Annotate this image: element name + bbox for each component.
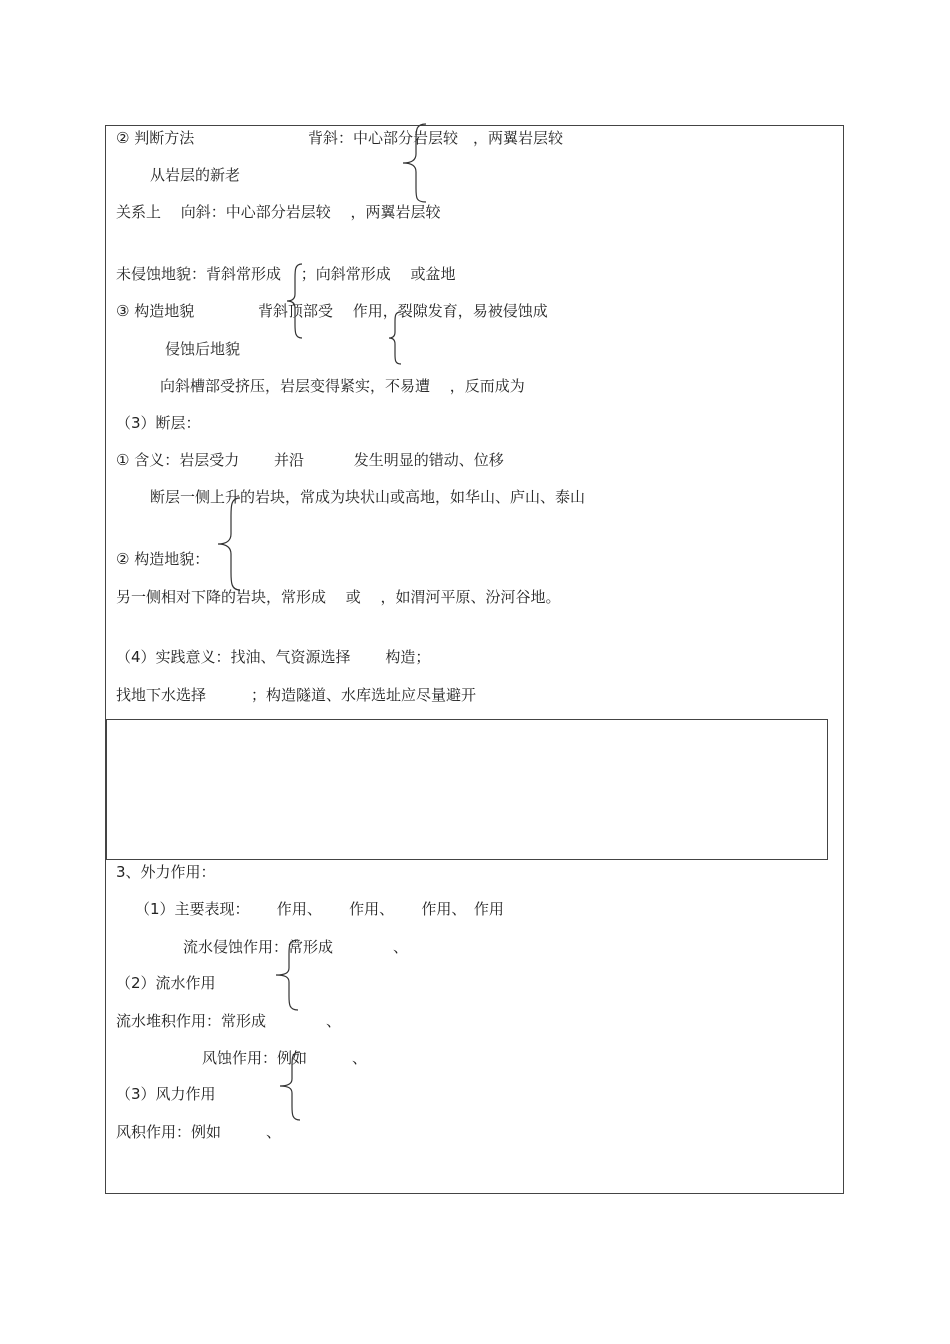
from-new-old-text: 从岩层的新老: [150, 166, 241, 184]
water-erosion-line: 流水侵蚀作用：常形成 、: [183, 938, 409, 956]
brace-fault-landform: [214, 496, 244, 592]
syncline-trough-text: 向斜槽部受挤压，岩层变得紧实，不易遭 ，反而成为: [160, 377, 525, 395]
water-action-label: （2）流水作用: [116, 974, 216, 992]
structural-landform-label: ③ 构造地貌: [116, 302, 195, 320]
fault-landform-label: ② 构造地貌：: [116, 550, 210, 568]
wind-action-label: （3）风力作用: [116, 1085, 216, 1103]
anticline-top-text: 背斜顶部受 作用，裂隙发育，易被侵蚀成: [258, 302, 548, 320]
fault-fall-text: 另一侧相对下降的岩块，常形成 或 ，如渭河平原、汾河谷地。: [116, 588, 561, 606]
brace-structural-landform: [284, 262, 306, 340]
brace-wind-action: [276, 1050, 304, 1122]
fault-heading: （3）断层：: [116, 414, 201, 432]
brace-judge-method: [398, 122, 432, 204]
external-heading: 3、外力作用：: [116, 863, 216, 881]
syncline-definition: 关系上 向斜：中心部分岩层较 ，两翼岩层较: [116, 203, 441, 221]
wind-deposit-line: 风积作用：例如 、: [116, 1123, 282, 1141]
wind-erosion-line: 风蚀作用：例如 、: [202, 1049, 368, 1067]
main-forms-line: （1）主要表现： 作用、 作用、 作用、 作用: [135, 900, 504, 918]
anticline-definition: 背斜：中心部分岩层较 ，两翼岩层较: [308, 129, 564, 147]
fault-rise-text: 断层一侧上升的岩块，常成为块状山或高地，如华山、庐山、泰山: [150, 488, 586, 506]
fault-meaning: ① 含义：岩层受力 并沿 发生明显的错动、位移: [116, 451, 504, 469]
uneroded-landform: 未侵蚀地貌：背斜常形成 ；向斜常形成 或盆地: [116, 265, 456, 283]
water-deposit-line: 流水堆积作用：常形成 、: [116, 1012, 342, 1030]
brace-water-action: [272, 938, 302, 1012]
eroded-landform-label: 侵蚀后地貌: [165, 340, 241, 358]
brace-anticline-top: [386, 310, 404, 366]
blank-answer-box: [106, 719, 828, 860]
judge-method-label: ② 判断方法: [116, 129, 195, 147]
practice-line-1: （4）实践意义：找油、气资源选择 构造；: [116, 648, 431, 666]
practice-line-2: 找地下水选择 ；构造隧道、水库选址应尽量避开: [116, 686, 477, 704]
